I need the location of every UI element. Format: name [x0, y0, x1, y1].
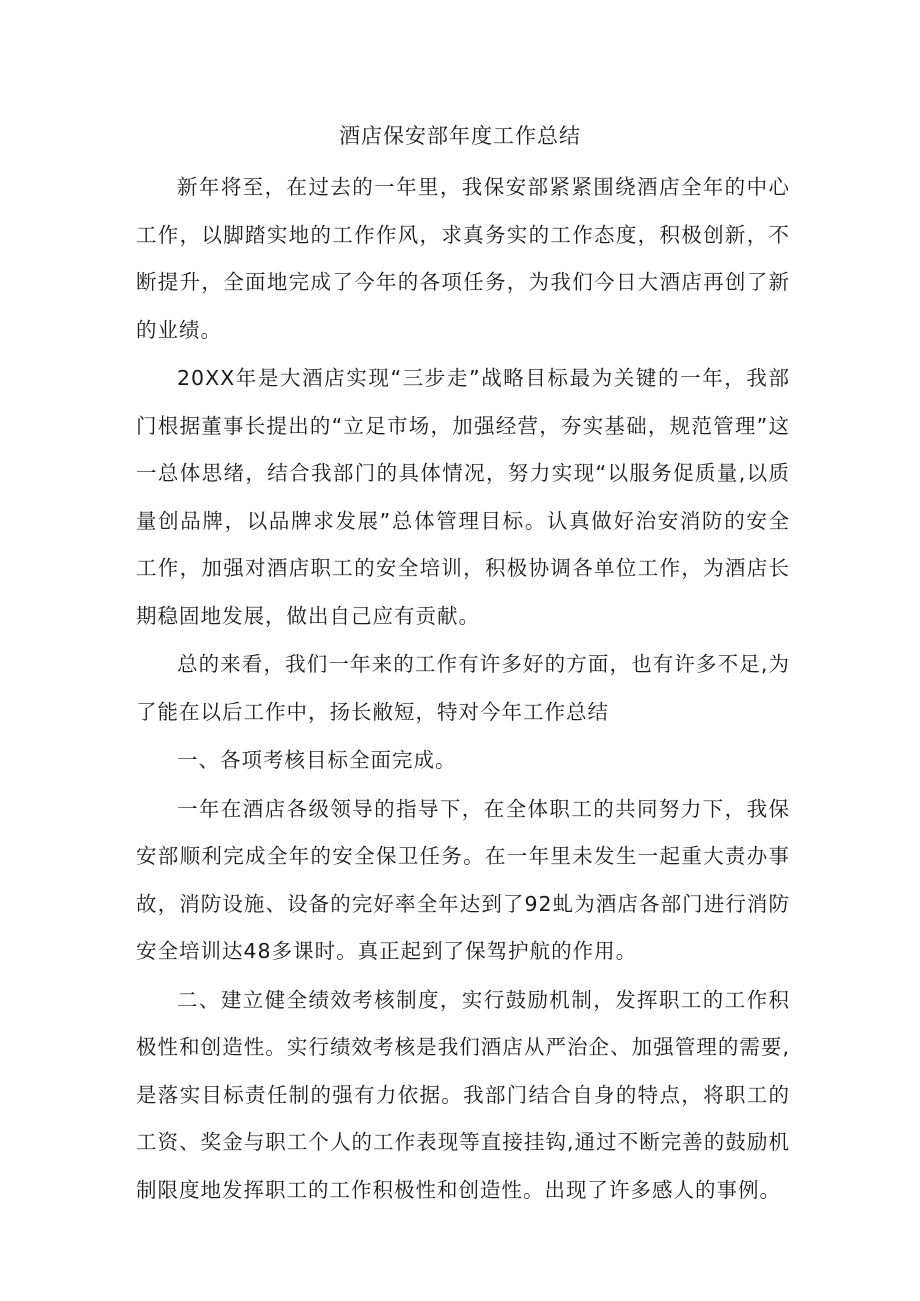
paragraph-intro: 新年将至，在过去的一年里，我保安部紧紧围绕酒店全年的中心工作，以脚踏实地的工作作风，求真务实的工作态度，积极创新，不断提升，全面地完成了今年的各项任务，为我们今日大酒店再创了新的业绩。	[136, 175, 790, 342]
section-heading-1: 一、各项考核目标全面完成。	[177, 748, 457, 772]
paragraph-overview: 总的来看，我们一年来的工作有许多好的方面，也有许多不足,为了能在以后工作中，扬长敝短，特对今年工作总结	[136, 652, 790, 724]
document-title: 酒店保安部年度工作总结	[339, 124, 581, 148]
paragraph-section-2: 二、建立健全绩效考核制度，实行鼓励机制，发挥职工的工作积极性和创造性。实行绩效考核是我们酒店从严治企、加强管理的需要,是落实目标责任制的强有力依据。我部门结合自身的特点，将职工的工资、奖金与职工个人的工作表现等直接挂钩,通过不断完善的鼓励机制限度地发挥职工的工作积极性和创造性。出现了许多感人的事例。	[136, 987, 790, 1202]
paragraph-section-1: 一年在酒店各级领导的指导下，在全体职工的共同努力下，我保安部顺利完成全年的安全保卫任务。在一年里未发生一起重大责办事故，消防设施、设备的完好率全年达到了92虬为酒店各部门进行消防安全培训达48多课时。真正起到了保驾护航的作用。	[136, 796, 790, 963]
paragraph-strategy: 20XX年是大酒店实现“三步走”战略目标最为关键的一年，我部门根据董事长提出的“立足市场，加强经营，夯实基础，规范管理”这一总体思绪，结合我部门的具体情况，努力实现“以服务促质量,以质量创品牌，以品牌求发展”总体管理目标。认真做好治安消防的安全工作，加强对酒店职工的安全培训，积极协调各单位工作，为酒店长期稳固地发展，做出自己应有贡献。	[136, 366, 790, 628]
document-body	[136, 164, 790, 1215]
